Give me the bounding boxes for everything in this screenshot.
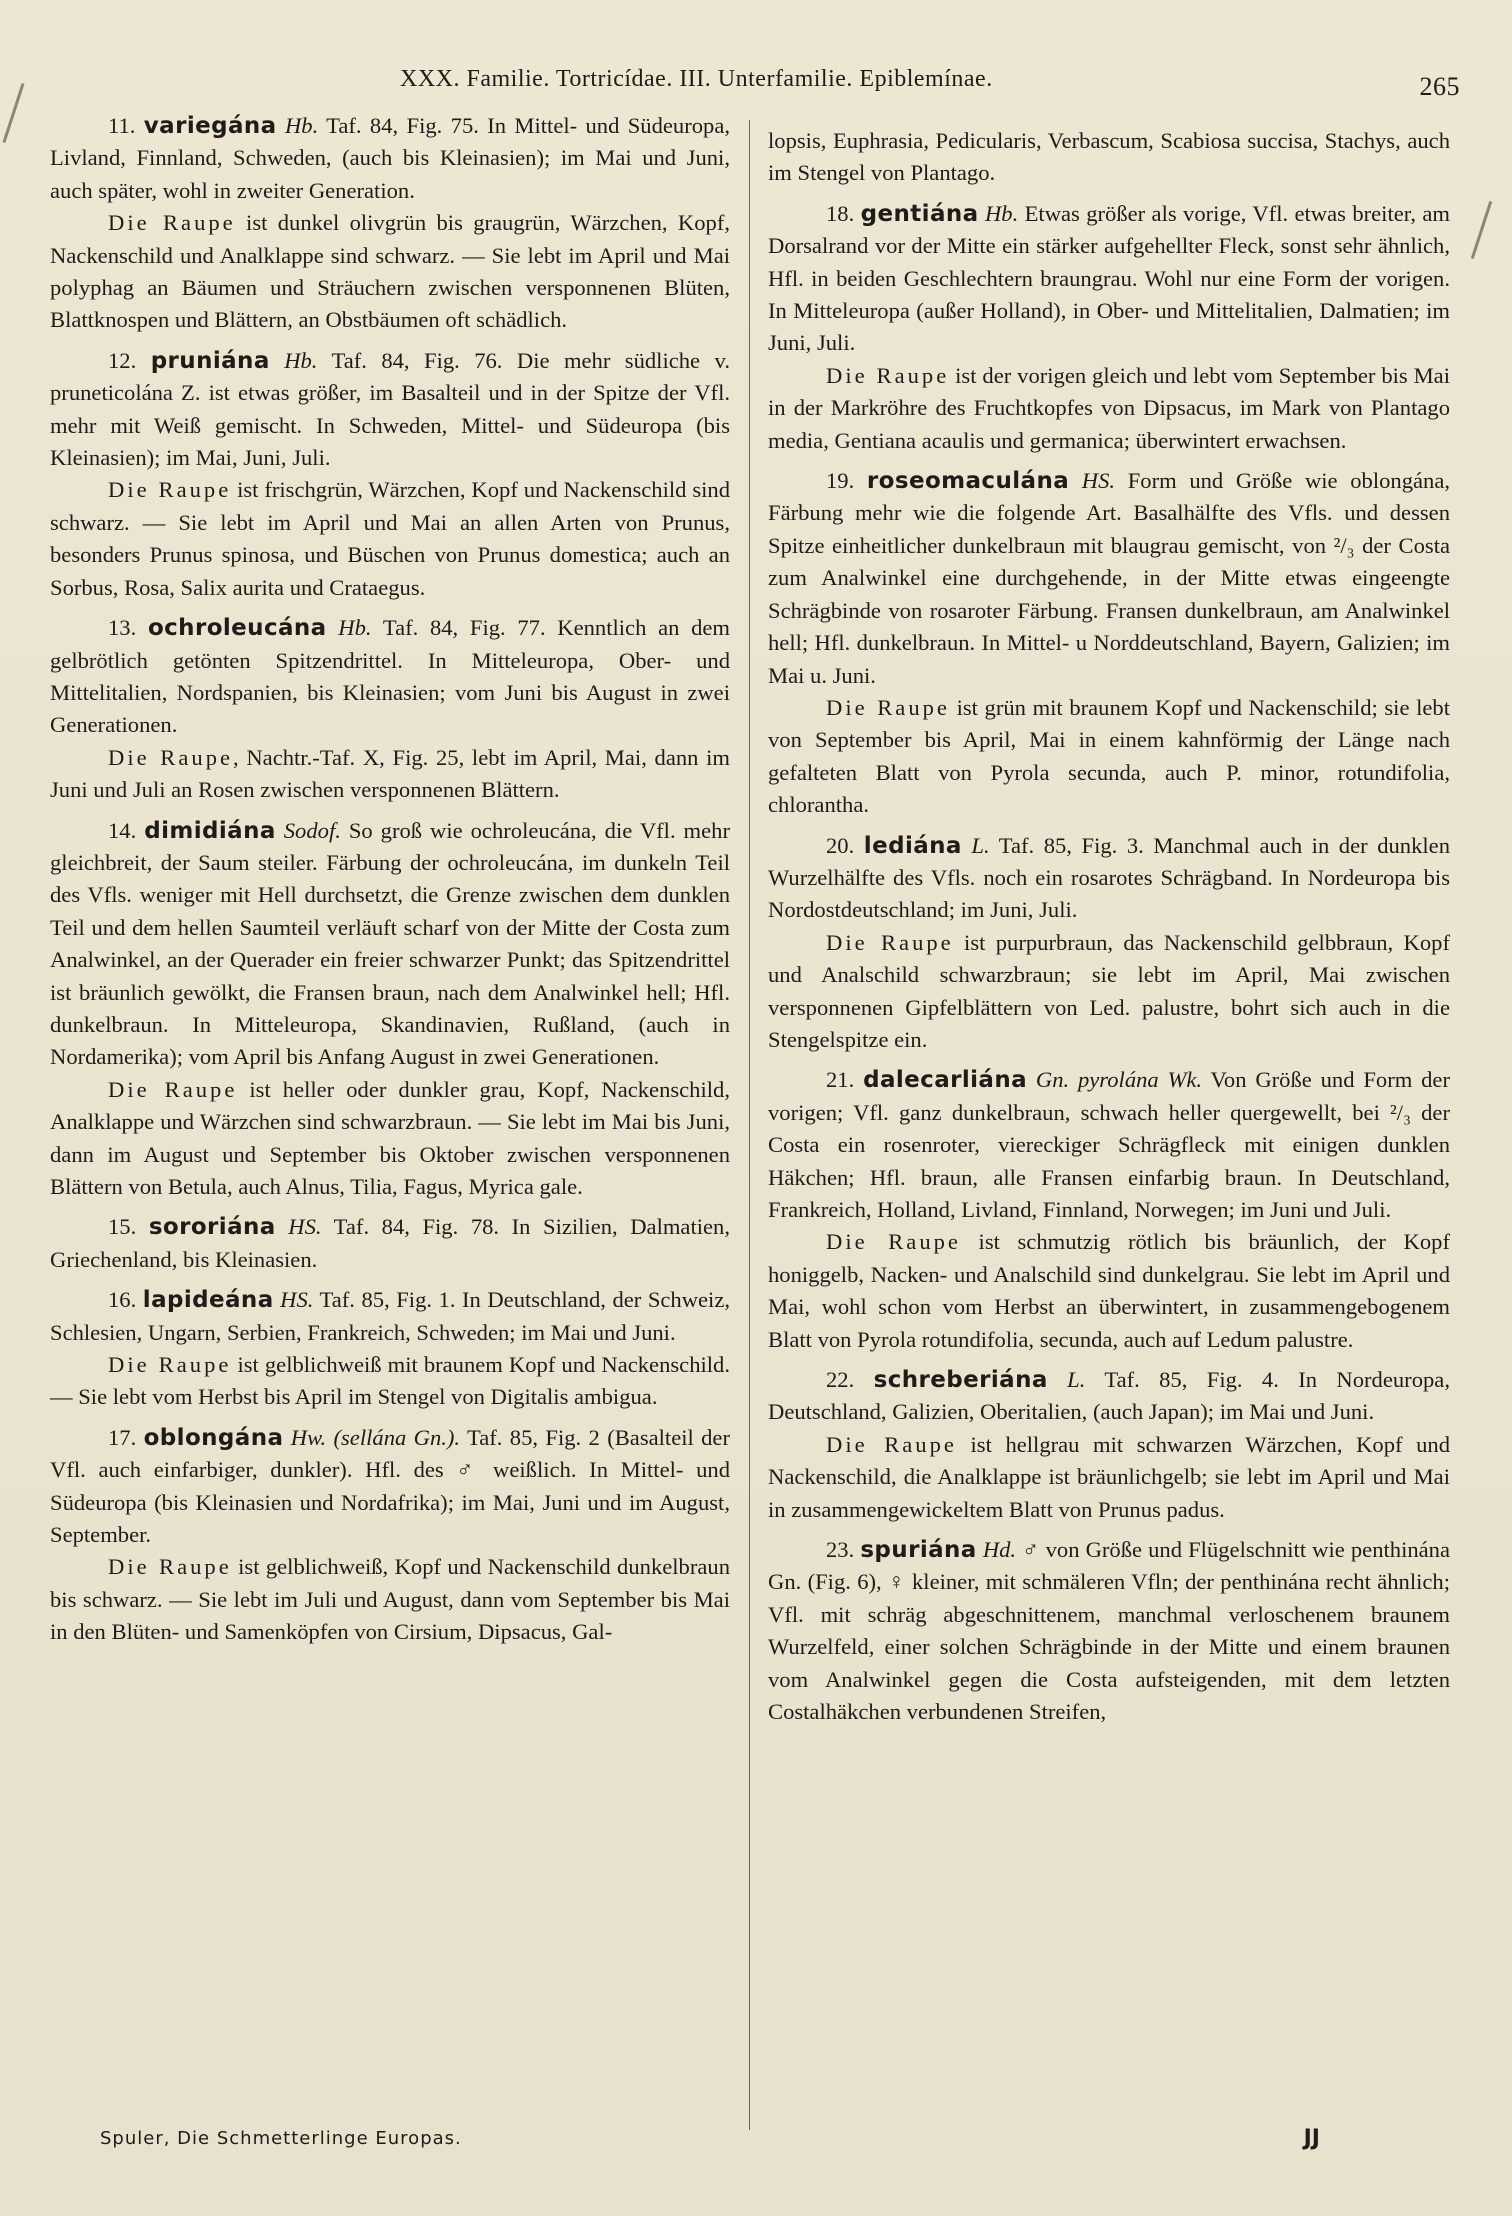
species-description (50, 345, 730, 475)
species-entry (768, 830, 1450, 1057)
species-description (50, 815, 730, 1074)
running-header (400, 62, 1460, 102)
larva-heading: Die Raupe (826, 362, 950, 388)
species-number: 14. (108, 817, 137, 843)
species-text: Taf. 84, Fig. 77. Kenntlich an dem gelbrötlich getönten Spitzendrittel. In Mitteleuropa, Ober- und Mittelitalien, Nordspanien, bis Kleinasien; vom Juni bis August in zwei Generationen. (50, 615, 730, 738)
larva-text: ist schmutzig rötlich bis bräunlich, der Kopf honiggelb, Nacken- und Analschild sind dunkelgrau. Sie lebt im April und Mai, wohl schon vom Herbst an überwintert, in zusammengebogenem Blatt von Pyrola rotundifolia, secunda, auch auf Ledum palustre. (768, 1229, 1450, 1352)
larva-description (50, 742, 730, 807)
species-text: So groß wie ochroleucána, die Vfl. mehr gleichbreit, der Saum steiler. Färbung der ochroleucána, im dunkeln Teil des Vfls. weniger mit Hell durchsetzt, die Grenze zwischen dem dunklen Teil und dem hellen Saumteil verläuft scharf von der Mitte der Costa zum Analwinkel, an der Querader ein freier schwarzer Punkt; das Spitzendrittel ist bräunlich gewölkt, die Fransen braun, nach dem Analwinkel hell; Hfl. dunkelbraun. In Mitteleuropa, Skandinavien, Rußland, (auch in Nordamerika); vom April bis Anfang August in zwei Generationen. (50, 817, 730, 1070)
species-entry (50, 612, 730, 806)
species-name: lediána (863, 832, 962, 859)
footer-citation: Spuler, Die Schmetterlinge Europas. (100, 2128, 462, 2149)
species-number: 22. (826, 1367, 855, 1393)
species-entry (768, 1064, 1450, 1356)
signature-mark: JJ (1303, 2126, 1320, 2151)
species-entry (50, 1422, 730, 1649)
species-name: roseomaculána (866, 468, 1070, 495)
species-text: Taf. 84, Fig. 76. Die mehr südliche v. pruneticolána Z. ist etwas größer, im Basalteil und in der Spitze der Vfl. mehr mit Weiß gemischt. In Schweden, Mittel- und Südeuropa (bis Kleinasien); im Mai, Juni, Juli. (50, 347, 730, 471)
larva-description (768, 1226, 1450, 1356)
larva-description (50, 474, 730, 604)
column-divider (749, 120, 750, 2130)
pencil-mark (2, 83, 24, 143)
species-author: Hb. (984, 200, 1019, 226)
species-author: HS. (288, 1214, 322, 1240)
species-description (768, 1064, 1450, 1226)
species-description (50, 1284, 730, 1349)
species-text: Taf. 85, Fig. 4. In Nordeuropa, Deutschland, Galizien, Oberitalien, (auch Japan); im Mai und Juni. (768, 1367, 1450, 1425)
header-title: XXX. Familie. Tortricídae. III. Unterfamilie. Epiblemínae. (400, 66, 993, 92)
species-entry (50, 1211, 730, 1276)
species-number: 23. (826, 1537, 855, 1563)
larva-text: ist grün mit braunem Kopf und Nackenschild; sie lebt von September bis April, Mai in einem kahnförmig der Länge nach gefalteten Blatt von Pyrola secunda, auch P. minor, rotundifolia, chlorantha. (768, 694, 1450, 818)
species-name: oblongána (143, 1424, 284, 1451)
species-text: Etwas größer als vorige, Vfl. etwas breiter, am Dorsalrand vor der Mitte ein stärker aufgehellter Fleck, sonst sehr ähnlich, Hfl. in beiden Geschlechtern braungrau. Wohl nur eine Form der vorigen. In Mitteleuropa (außer Holland), in Ober- und Mittelitalien, Dalmatien; im Juni, Juli. (768, 200, 1450, 356)
species-name: schreberiána (873, 1367, 1048, 1394)
page-footer (100, 2128, 1320, 2158)
page-number: 265 (1419, 72, 1460, 101)
larva-text: , Nachtr.-Taf. X, Fig. 25, lebt im April, Mai, dann im Juni und Juli an Rosen zwischen versponnenen Blättern. (50, 744, 730, 803)
larva-description (768, 1429, 1450, 1526)
species-description (50, 1422, 730, 1552)
larva-heading: Die Raupe (826, 929, 954, 955)
larva-heading: Die Raupe (826, 694, 950, 720)
species-text: lopsis, Euphrasia, Pedicularis, Verbascum, Scabiosa succisa, Stachys, auch im Stengel von Plantago. (768, 128, 1450, 186)
species-author: Hw. (sellána Gn.). (290, 1424, 461, 1450)
species-author: Hb. (284, 113, 319, 138)
species-name: sororiána (148, 1214, 276, 1241)
larva-heading: Die Raupe (108, 744, 234, 770)
larva-description (50, 1074, 730, 1204)
species-author: Hb. (338, 615, 372, 641)
species-author: Gn. pyrolána Wk. (1035, 1067, 1203, 1093)
larva-text: ist der vorigen gleich und lebt vom September bis Mai in der Markröhre des Fruchtkopfes von Dipsacus, im Mark von Plantago media, Gentiana acaulis und germanica; überwintert erwachsen. (768, 362, 1450, 453)
species-name: variegána (143, 113, 277, 139)
species-author: Hd. (982, 1537, 1017, 1563)
species-text: Taf. 85, Fig. 2 (Basalteil der Vfl. auch einfarbiger, dunkler). Hfl. des ♂ weißlich. In Mittel- und Südeuropa (bis Kleinasien und Nordafrika); im Mai, Juni und im August, September. (50, 1424, 730, 1548)
larva-text: ist frischgrün, Wärzchen, Kopf und Nackenschild sind schwarz. — Sie lebt im April und Mai an allen Arten von Prunus, besonders Prunus spinosa, und Büschen von Prunus domestica; auch an Sorbus, Rosa, Salix aurita und Crataegus. (50, 477, 731, 600)
species-entry (50, 815, 730, 1204)
species-text: Taf. 84, Fig. 78. In Sizilien, Dalmatien, Griechenland, bis Kleinasien. (50, 1214, 730, 1272)
larva-heading: Die Raupe (826, 1229, 961, 1255)
larva-description (768, 692, 1450, 822)
larva-description (50, 207, 730, 337)
larva-description (50, 1349, 730, 1414)
larva-description (768, 360, 1450, 457)
species-description (768, 198, 1450, 360)
species-number: 17. (108, 1424, 137, 1450)
species-author: HS. (1081, 468, 1116, 494)
species-number: 20. (826, 832, 855, 858)
larva-text: ist heller oder dunkler grau, Kopf, Nackenschild, Analklappe und Wärzchen sind schwarzbraun. — Sie lebt im Mai bis Juni, dann im August und September bis Oktober zwischen versponnenen Blättern von Betula, auch Alnus, Tilia, Fagus, Myrica gale. (50, 1076, 730, 1199)
species-author: Sodof. (283, 817, 341, 843)
larva-heading: Die Raupe (108, 1352, 232, 1378)
species-number: 13. (108, 615, 137, 641)
species-entry (50, 1284, 730, 1414)
species-number: 21. (826, 1067, 855, 1093)
species-description (768, 830, 1450, 927)
larva-text: ist hellgrau mit schwarzen Wärzchen, Kopf und Nackenschild, die Analklappe ist bräunlichgelb; sie lebt im April und Mai in zusammengewickeltem Blatt von Prunus padus. (768, 1431, 1450, 1522)
species-name: ochroleucána (147, 615, 327, 642)
species-description (768, 125, 1450, 190)
larva-text: ist gelblichweiß, Kopf und Nackenschild dunkelbraun bis schwarz. — Sie lebt im Juli und August, dann vom September bis Mai in den Blüten- und Samenköpfen von Cirsium, Dipsacus, Gal- (50, 1554, 730, 1645)
species-description (768, 1364, 1450, 1429)
species-number: 19. (826, 468, 855, 494)
larva-text: ist purpurbraun, das Nackenschild gelbbraun, Kopf und Analschild schwarzbraun; sie lebt im April, Mai zwischen versponnenen Gipfelblättern von Led. palustre, bohrt sich auch in die Stengelspitze ein. (768, 929, 1450, 1052)
species-text: Form und Größe wie oblongána, Färbung mehr wie die folgende Art. Basalhälfte des Vfls. und dessen Spitze einheitlicher dunkelbraun mit blaugrau gemischt, von ²/₃ der Costa zum Analwinkel eine durchgehende, in der Mitte etwas eingeengte Schrägbinde von rosaroter Färbung. Fransen dunkelbraun, am Analwinkel hell; Hfl. dunkelbraun. In Mittel- u Norddeutschland, Bayern, Galizien; im Mai u. Juni. (768, 468, 1450, 688)
species-number: 16. (108, 1287, 137, 1313)
species-name: dalecarliána (863, 1067, 1028, 1094)
species-text: Taf. 85, Fig. 3. Manchmal auch in der dunklen Wurzelhälfte des Vfls. noch ein rosarotes Schrägband. In Nordeuropa bis Nordostdeutschland; im Juni, Juli. (768, 832, 1450, 923)
species-author: L. (1067, 1367, 1086, 1393)
species-entry (768, 1534, 1450, 1728)
species-description (768, 465, 1450, 692)
species-entry (768, 198, 1450, 457)
species-description (50, 1211, 730, 1276)
species-text: Taf. 85, Fig. 1. In Deutschland, der Schweiz, Schlesien, Ungarn, Serbien, Frankreich, Schweden; im Mai und Juni. (50, 1287, 731, 1345)
species-author: L. (971, 832, 990, 858)
larva-text: ist gelblichweiß mit braunem Kopf und Nackenschild. — Sie lebt vom Herbst bis April im Stengel von Digitalis ambigua. (50, 1352, 730, 1410)
species-text: Von Größe und Form der vorigen; Vfl. ganz dunkelbraun, schwach heller quergewellt, bei ²/₃ der Costa ein rosenroter, viereckiger Schrägfleck mit einigen dunklen Häkchen; Hfl. braun, alle Fransen einfarbig braun. In Deutschland, Frankreich, Holland, Livland, Finnland, Norwegen; im Juni und Juli. (768, 1067, 1450, 1222)
larva-heading: Die Raupe (108, 1554, 232, 1580)
larva-heading: Die Raupe (108, 1076, 238, 1102)
species-number: 12. (108, 347, 137, 373)
species-entry (50, 345, 730, 604)
species-entry (768, 465, 1450, 821)
larva-heading: Die Raupe (108, 210, 236, 236)
species-author: HS. (280, 1287, 314, 1313)
species-name: spuriána (860, 1537, 977, 1564)
species-name: gentiána (860, 200, 979, 227)
species-number: 18. (826, 200, 855, 226)
species-entry (768, 1364, 1450, 1526)
left-column (50, 110, 730, 1657)
species-entry (768, 125, 1450, 190)
species-name: pruniána (150, 347, 270, 374)
species-number: 11. (108, 113, 136, 138)
larva-heading: Die Raupe (826, 1431, 957, 1457)
right-column (768, 125, 1450, 1737)
larva-description (50, 1551, 730, 1648)
species-description (50, 110, 730, 207)
species-text: Taf. 84, Fig. 75. In Mittel- und Südeuropa, Livland, Finnland, Schweden, (auch bis Kleinasien); im Mai und Juni, auch später, wohl in zweiter Generation. (50, 113, 731, 203)
larva-description (768, 927, 1450, 1057)
species-description (50, 612, 730, 742)
species-entry (50, 110, 730, 337)
larva-heading: Die Raupe (108, 477, 232, 503)
species-name: lapideána (142, 1287, 274, 1314)
larva-text: ist dunkel olivgrün bis graugrün, Wärzchen, Kopf, Nackenschild und Analklappe sind schwarz. — Sie lebt im April und Mai polyphag an Bäumen und Sträuchern zwischen versponnenen Blüten, Blattknospen und Blättern, an Obstbäumen oft schädlich. (50, 210, 730, 333)
species-author: Hb. (284, 347, 318, 373)
species-number: 15. (108, 1214, 137, 1240)
species-description (768, 1534, 1450, 1728)
pencil-mark (1471, 201, 1492, 259)
species-name: dimidiána (144, 817, 276, 844)
species-text: ♂ von Größe und Flügelschnitt wie penthinána Gn. (Fig. 6), ♀ kleiner, mit schmäleren Vfln; der penthinána recht ähnlich; Vfl. mit schräg abgeschnittenem, manchmal verloschenem braunem Wurzelfeld, einer solchen Schrägbinde in der Mitte und einem braunen vom Analwinkel gegen die Costa aufsteigenden, mit dem letzten Costalhäkchen verbundenen Streifen, (768, 1537, 1451, 1725)
